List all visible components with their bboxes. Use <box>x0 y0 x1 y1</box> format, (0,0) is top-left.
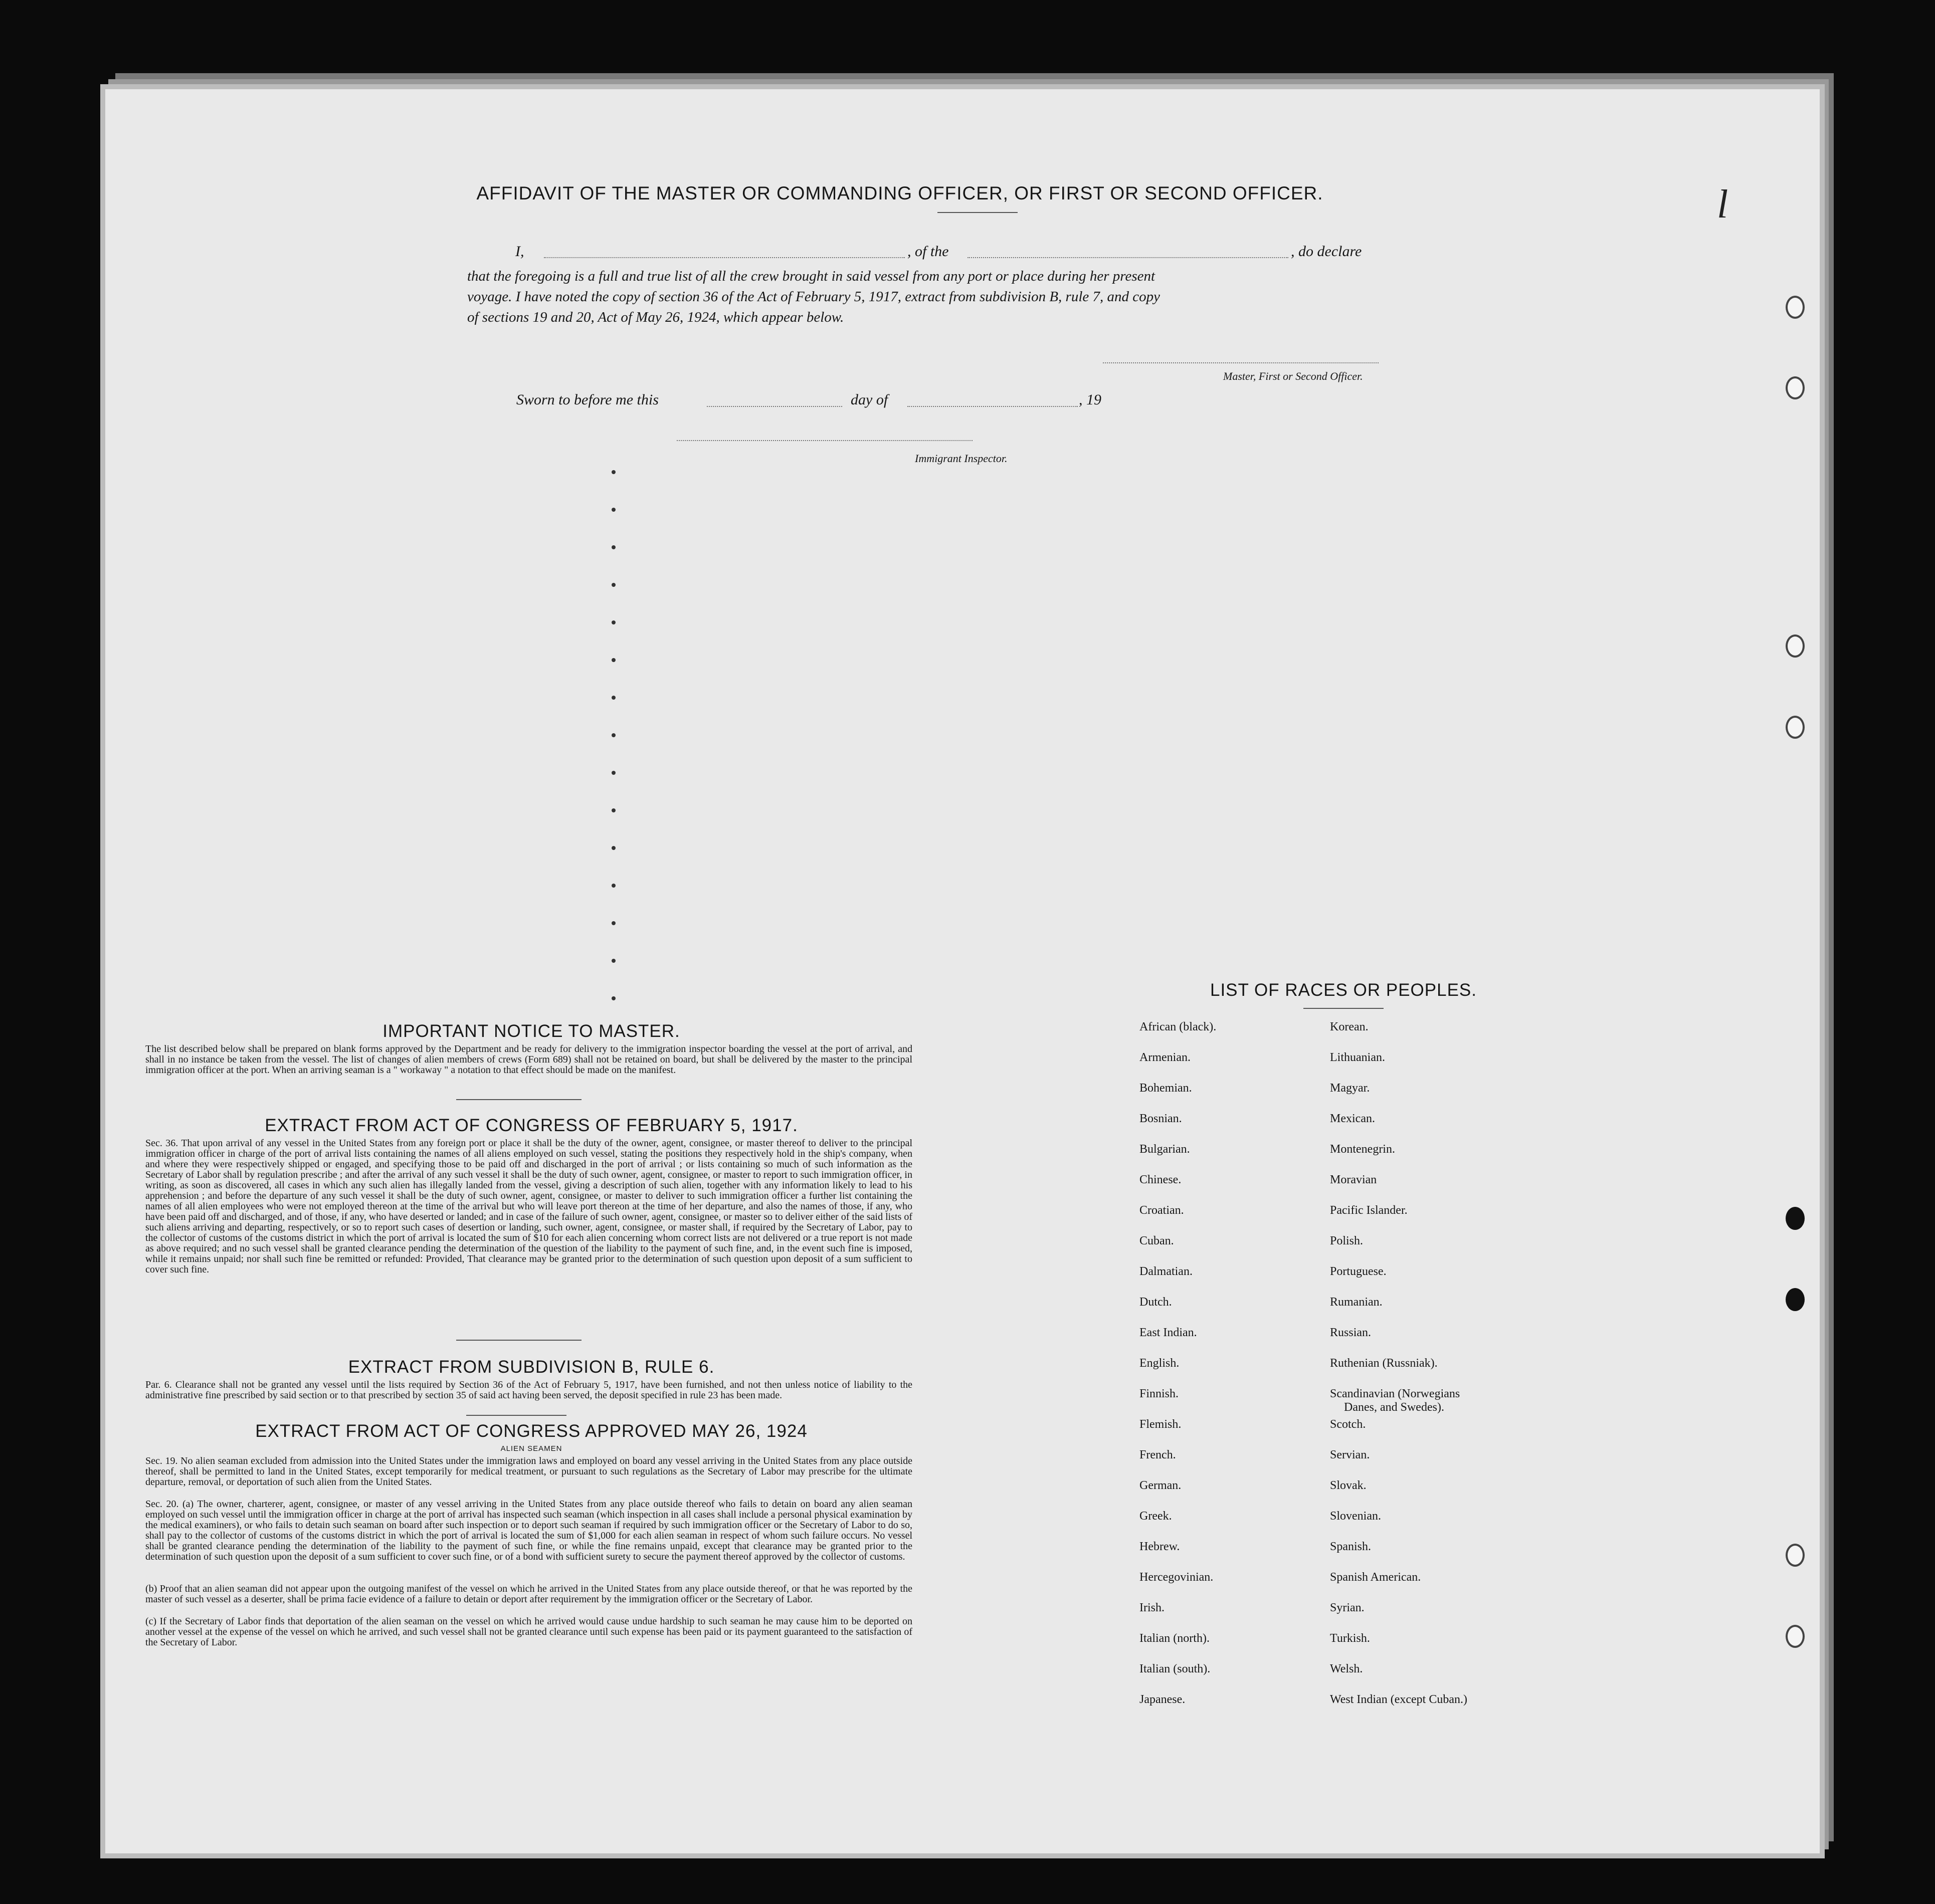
race-item: African (black). <box>1139 1020 1217 1033</box>
ledger-dot <box>612 658 616 662</box>
race-item: Italian (north). <box>1139 1632 1210 1645</box>
race-item: Hercegovinian. <box>1139 1571 1214 1584</box>
race-item: Welsh. <box>1330 1662 1363 1675</box>
notice-text: The list described below shall be prepared on blank forms approved by the Department and be ready for delivery to the immigration inspector boarding the vessel at the port of arrival, and shall in no instance be taken from the vessel. The list of changes of alien members of crews (Form 689) shall not be retained on board, but shall be delivered by the master to the principal immigration officer at the port. When an arriving seaman is a " workaway " a notation to that effect should be made on the manifest. <box>145 1043 912 1076</box>
races-title: LIST OF RACES OR PEOPLES. <box>1210 980 1477 1000</box>
race-item: Russian. <box>1330 1326 1372 1339</box>
extract-1917-text: Sec. 36. That upon arrival of any vessel in the United States from any foreign port or place it shall be the duty of the owner, agent, consignee, or master thereof to deliver to the principal immigration officer in charge of the port of arrival lists containing the names of all aliens employed on such vessel, stating the positions they respectively hold in the ship's company, when and where they were respectively shipped or engaged, and specifying those to be paid off and discharged in the port of arrival ; or lists containing so much of such information as the Secretary of Labor shall by regulation prescribe ; and after the arrival of any such vessel it shall be the duty of such owner, agent, consignee, or master to report to such immigration officer, in writing, as soon as discovered, all cases in which any such alien has illegally landed from the vessel, giving a description of such alien, together with any information likely to lead to his apprehension ; and before the departure of any such vessel it shall be the duty of such owner, agent, consignee, or master to deliver to such immigration officer a further list containing the names of all alien employees who were not employed thereon at the time of the arrival but who will leave port thereon at the time of her departure, and also the names of those, if any, who have been paid off and discharged, and of those, if any, who have deserted or landed; and in case of the failure of such owner, agent, consignee, or master so to deliver either of the said lists of such aliens arriving and departing, respectively, or so to report such cases of desertion or landing, such owner, agent, consignee, or master shall, if required by the Secretary of Labor, pay to the collector of customs of the customs district in which the port of arrival is located the sum of $10 for each alien concerning whom correct lists are not delivered or a true report is not made as above required; and no such vessel shall be granted clearance pending the determination of the question of the liability to the payment of such fine, and, in the event such fine is imposed, while it remains unpaid; nor shall such fine be remitted or refunded: Provided, That clearance may be granted prior to the determination of such question upon deposit of a sum sufficient to cover such fine. <box>145 1138 912 1275</box>
inspector-signature-line <box>677 440 973 441</box>
binder-hole-icon <box>1786 1544 1805 1567</box>
inspector-signature-label: Immigrant Inspector. <box>915 452 1008 465</box>
race-item: Spanish American. <box>1330 1571 1421 1584</box>
binder-hole-icon <box>1786 1288 1805 1311</box>
race-item: Hebrew. <box>1139 1540 1180 1553</box>
binder-hole-icon <box>1786 1207 1805 1230</box>
extract-1924-sec20c: (c) If the Secretary of Labor finds that deportation of the alien seaman on the vessel on which he arrived would cause undue hardship to such seaman he may cause him to be deported on another vessel at the expense of the vessel on which he arrived, and such vessel shall not be granted clearance until such expense has been paid or its payment guaranteed to the satisfaction of the Secretary of Labor. <box>145 1616 912 1648</box>
race-item: Bulgarian. <box>1139 1143 1190 1156</box>
sworn-day-line <box>707 406 842 407</box>
race-item: Servian. <box>1330 1448 1370 1461</box>
ledger-dot <box>612 508 616 512</box>
race-item: English. <box>1139 1357 1180 1370</box>
extract-rule-title: EXTRACT FROM SUBDIVISION B, RULE 6. <box>348 1357 715 1377</box>
extract-1924-sec20b: (b) Proof that an alien seaman did not appear upon the outgoing manifest of the vessel on which he arrived in the United States from any place outside thereof, or that he was reported by the master of such vessel as a deserter, shall be prima facie evidence of a failure to detain or deport after requirement by the immigration officer or the Secretary of Labor. <box>145 1583 912 1605</box>
race-item: Japanese. <box>1139 1693 1186 1706</box>
binder-hole-icon <box>1786 1625 1805 1648</box>
binder-hole-icon <box>1786 376 1805 399</box>
race-item: Dutch. <box>1139 1296 1172 1309</box>
extract-rule-text: Par. 6. Clearance shall not be granted any vessel until the lists required by Section 36 of the Act of February 5, 1917, have been furnished, and not then unless notice of liability to the administrative fine prescribed by said section or to that prescribed by section 35 of said act having been served, the deposit specified in rule 23 has been made. <box>145 1379 912 1401</box>
race-item: Armenian. <box>1139 1051 1191 1064</box>
races-rule <box>1303 1008 1384 1009</box>
ledger-dot <box>612 583 616 587</box>
ledger-dot <box>612 733 616 737</box>
master-signature-line <box>1103 362 1379 363</box>
sworn-day-of: day of <box>851 391 888 408</box>
ledger-dot <box>612 884 616 888</box>
race-item: Italian (south). <box>1139 1662 1211 1675</box>
race-item-scandinavian: Scandinavian (Norwegians <box>1330 1387 1460 1400</box>
ledger-dot <box>612 620 616 624</box>
races-left-column <box>1139 1020 1310 1724</box>
ledger-dot <box>612 808 616 812</box>
race-item: Syrian. <box>1330 1601 1365 1614</box>
race-item: West Indian (except Cuban.) <box>1330 1693 1467 1706</box>
race-item: Mexican. <box>1330 1112 1375 1125</box>
race-item: Cuban. <box>1139 1234 1174 1247</box>
extract-1924-subtitle: ALIEN SEAMEN <box>500 1444 562 1453</box>
race-item: Ruthenian (Russniak). <box>1330 1357 1438 1370</box>
affidavit-line-1: that the foregoing is a full and true list of all the crew brought in said vessel from any port or place during her present <box>467 268 1155 284</box>
race-item: Magyar. <box>1330 1082 1370 1095</box>
master-name-line <box>544 257 905 258</box>
binder-hole-icon <box>1786 634 1805 658</box>
race-item: Greek. <box>1139 1510 1172 1523</box>
binder-hole-icon <box>1786 296 1805 319</box>
margin-mark: l <box>1717 182 1728 227</box>
notice-title: IMPORTANT NOTICE TO MASTER. <box>382 1021 680 1041</box>
binder-hole-icon <box>1786 716 1805 739</box>
race-item: Lithuanian. <box>1330 1051 1385 1064</box>
race-item <box>1330 1387 1540 1418</box>
races-right-column <box>1330 1020 1540 1724</box>
master-signature-label: Master, First or Second Officer. <box>1223 370 1363 382</box>
extract-1917-rule <box>456 1340 582 1341</box>
form-page <box>105 89 1820 1853</box>
race-item: Slovenian. <box>1330 1510 1381 1523</box>
affidavit-title: AFFIDAVIT OF THE MASTER OR COMMANDING OFFICER, OR FIRST OR SECOND OFFICER. <box>476 183 1323 203</box>
race-item: Montenegrin. <box>1330 1143 1395 1156</box>
ledger-dot <box>612 846 616 850</box>
race-item: Pacific Islander. <box>1330 1204 1408 1217</box>
race-item: Moravian <box>1330 1173 1377 1186</box>
race-item: German. <box>1139 1479 1182 1492</box>
extract-1924-sec20a: Sec. 20. (a) The owner, charterer, agent, consignee, or master of any vessel arriving in the United States from any place outside thereof who fails to detain on board any alien seaman employed on such vessel until the immigration officer in charge at the port of arrival has inspected such seaman (which inspection in all cases shall include a personal physical examination by the medical examiners), or who fails to detain such seaman on board after such inspection or to deport such seaman if required by such immigration officer or the Secretary of Labor to do so, shall pay to the collector of customs of the customs district in which the port of arrival is located the sum of $1,000 for each alien seaman in respect of whom such failure occurs. No vessel shall be granted clearance pending the determination of the liability to the payment of such fine, or while the fine remains unpaid, except that clearance may be granted prior to the determination of such question upon the deposit of a sum sufficient to cover such fine, or of a bond with sufficient surety to secure the payment thereof approved by the collector of customs. <box>145 1499 912 1562</box>
ledger-dot <box>612 470 616 474</box>
race-item: Polish. <box>1330 1234 1364 1247</box>
affidavit-do-declare: , do declare <box>1291 243 1362 260</box>
race-item: Chinese. <box>1139 1173 1182 1186</box>
ledger-dot <box>612 696 616 700</box>
race-item: Turkish. <box>1330 1632 1370 1645</box>
notice-rule <box>456 1099 582 1100</box>
ledger-dot <box>612 921 616 925</box>
race-item: Rumanian. <box>1330 1296 1383 1309</box>
race-item: Finnish. <box>1139 1387 1179 1400</box>
race-item: French. <box>1139 1448 1176 1461</box>
race-item: Bohemian. <box>1139 1082 1192 1095</box>
affidavit-of-the: , of the <box>907 243 949 260</box>
sworn-month-line <box>907 406 1078 407</box>
extract-1924-title: EXTRACT FROM ACT OF CONGRESS APPROVED MAY 26, 1924 <box>255 1421 808 1441</box>
race-item-scandinavian-cont: Danes, and Swedes). <box>1344 1401 1444 1414</box>
ledger-dot <box>612 996 616 1000</box>
race-item: Spanish. <box>1330 1540 1372 1553</box>
affidavit-line-2: voyage. I have noted the copy of section 36 of the Act of February 5, 1917, extract from subdivision B, rule 7, and copy <box>467 289 1160 305</box>
race-item: Bosnian. <box>1139 1112 1182 1125</box>
race-item: Irish. <box>1139 1601 1165 1614</box>
affidavit-line-3: of sections 19 and 20, Act of May 26, 1924, which appear below. <box>467 309 844 325</box>
extract-1924-sec19: Sec. 19. No alien seaman excluded from admission into the United States under the immigration laws and employed on board any vessel arriving in the United States from any place outside thereof, shall be permitted to land in the United States, except temporarily for medical treatment, or pursuant to such regulations as the Secretary of Labor may prescribe for the ultimate departure, removal, or deportation of such alien from the United States. <box>145 1455 912 1488</box>
race-item: Slovak. <box>1330 1479 1367 1492</box>
extract-1917-title: EXTRACT FROM ACT OF CONGRESS OF FEBRUARY 5, 1917. <box>265 1116 798 1135</box>
race-item: Flemish. <box>1139 1418 1182 1431</box>
race-item: Dalmatian. <box>1139 1265 1193 1278</box>
extract-rule-rule <box>466 1415 566 1416</box>
race-item: Portuguese. <box>1330 1265 1387 1278</box>
race-item: Scotch. <box>1330 1418 1366 1431</box>
race-item: Croatian. <box>1139 1204 1184 1217</box>
race-item: East Indian. <box>1139 1326 1197 1339</box>
ledger-dot <box>612 959 616 963</box>
race-item: Korean. <box>1330 1020 1369 1033</box>
sworn-year: , 19 <box>1079 391 1101 408</box>
vessel-name-line <box>968 257 1288 258</box>
ledger-dot <box>612 771 616 775</box>
affidavit-i: I, <box>515 243 524 260</box>
ledger-dot <box>612 545 616 549</box>
sworn-prefix: Sworn to before me this <box>516 391 659 408</box>
title-rule <box>937 212 1018 213</box>
